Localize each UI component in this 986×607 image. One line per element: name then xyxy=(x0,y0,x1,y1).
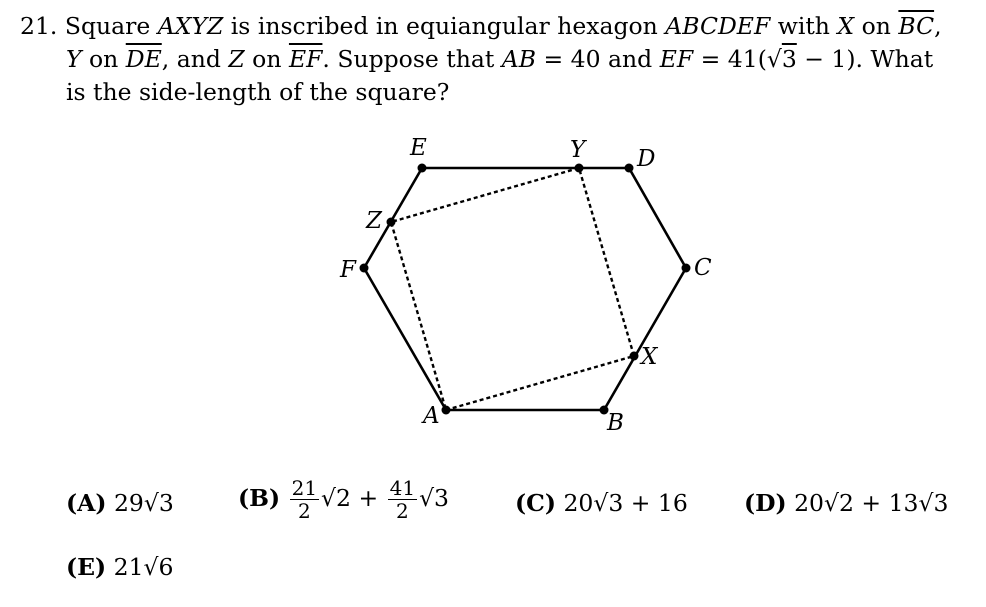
choice-d[interactable] xyxy=(744,489,948,517)
label-z: Z xyxy=(366,208,382,234)
choice-c[interactable] xyxy=(515,489,688,517)
text-segment: on xyxy=(854,12,899,40)
point-y: Y xyxy=(66,45,82,73)
label-f: F xyxy=(340,257,356,283)
choice-a-label: (A) xyxy=(66,489,107,517)
choice-b-mid: √2 + xyxy=(321,484,379,512)
vertex-points xyxy=(360,164,691,415)
denominator: 2 xyxy=(297,499,311,523)
text-segment: Square xyxy=(64,12,158,40)
segment-bc: $\overline{BC}$ xyxy=(898,12,935,40)
text-segment: = 40 and xyxy=(536,45,660,73)
point-z: Z xyxy=(228,45,245,73)
text-segment: with xyxy=(770,12,838,40)
point-y-dot xyxy=(575,164,584,173)
text-segment: , and xyxy=(161,45,229,73)
segment-ab: AB xyxy=(501,45,537,73)
label-x: X xyxy=(641,344,658,370)
text-segment: , xyxy=(934,12,942,40)
point-a-dot xyxy=(442,406,451,415)
text-segment: . Suppose that xyxy=(322,45,502,73)
choice-c-label: (C) xyxy=(515,489,556,517)
label-b: B xyxy=(607,410,624,436)
text-segment: on xyxy=(244,45,289,73)
choice-b-fraction-1 xyxy=(290,477,319,522)
square-axyz xyxy=(391,168,634,410)
segment-ef-length: EF xyxy=(659,45,694,73)
choice-e[interactable] xyxy=(66,553,173,581)
choice-e-text: 21√6 xyxy=(113,553,174,581)
text-segment: on xyxy=(81,45,126,73)
choice-b-fraction-2 xyxy=(388,477,417,522)
numerator: 41 xyxy=(389,476,416,500)
denominator: 2 xyxy=(395,499,409,523)
problem-line-3: is the side-length of the square? xyxy=(66,78,450,106)
point-c-dot xyxy=(682,264,691,273)
choice-b-end: √3 xyxy=(419,484,450,512)
label-y: Y xyxy=(570,137,586,163)
point-z-dot xyxy=(387,218,396,227)
choice-b[interactable] xyxy=(238,477,449,522)
label-c: C xyxy=(694,255,712,281)
label-a: A xyxy=(423,403,440,429)
choice-b-label: (B) xyxy=(238,484,281,512)
segment-de: $\overline{DE}$ xyxy=(125,45,162,73)
radicand: 3 xyxy=(781,45,797,73)
label-d: D xyxy=(637,146,656,172)
choice-d-label: (D) xyxy=(744,489,787,517)
choice-a[interactable] xyxy=(66,489,174,517)
text-segment: is inscribed in equiangular hexagon xyxy=(223,12,666,40)
point-d-dot xyxy=(625,164,634,173)
numerator: 21 xyxy=(291,476,318,500)
square-name: AXYZ xyxy=(157,12,224,40)
choice-e-label: (E) xyxy=(66,553,107,581)
segment-ef: $\overline{EF}$ xyxy=(288,45,323,73)
problem-number: 21. xyxy=(20,12,58,40)
choice-a-text: 29√3 xyxy=(113,489,174,517)
point-e-dot xyxy=(418,164,427,173)
point-f-dot xyxy=(360,264,369,273)
choice-d-text: 20√2 + 13√3 xyxy=(794,489,949,517)
hexagon-name: ABCDEF xyxy=(665,12,771,40)
label-e: E xyxy=(410,135,427,161)
text-segment: − 1). What xyxy=(796,45,934,73)
choice-c-text: 20√3 + 16 xyxy=(563,489,688,517)
text-segment: = 41(√ xyxy=(693,45,782,73)
hexagon-abcdef xyxy=(364,168,686,410)
point-x-dot xyxy=(630,352,639,361)
point-x: X xyxy=(837,12,855,40)
